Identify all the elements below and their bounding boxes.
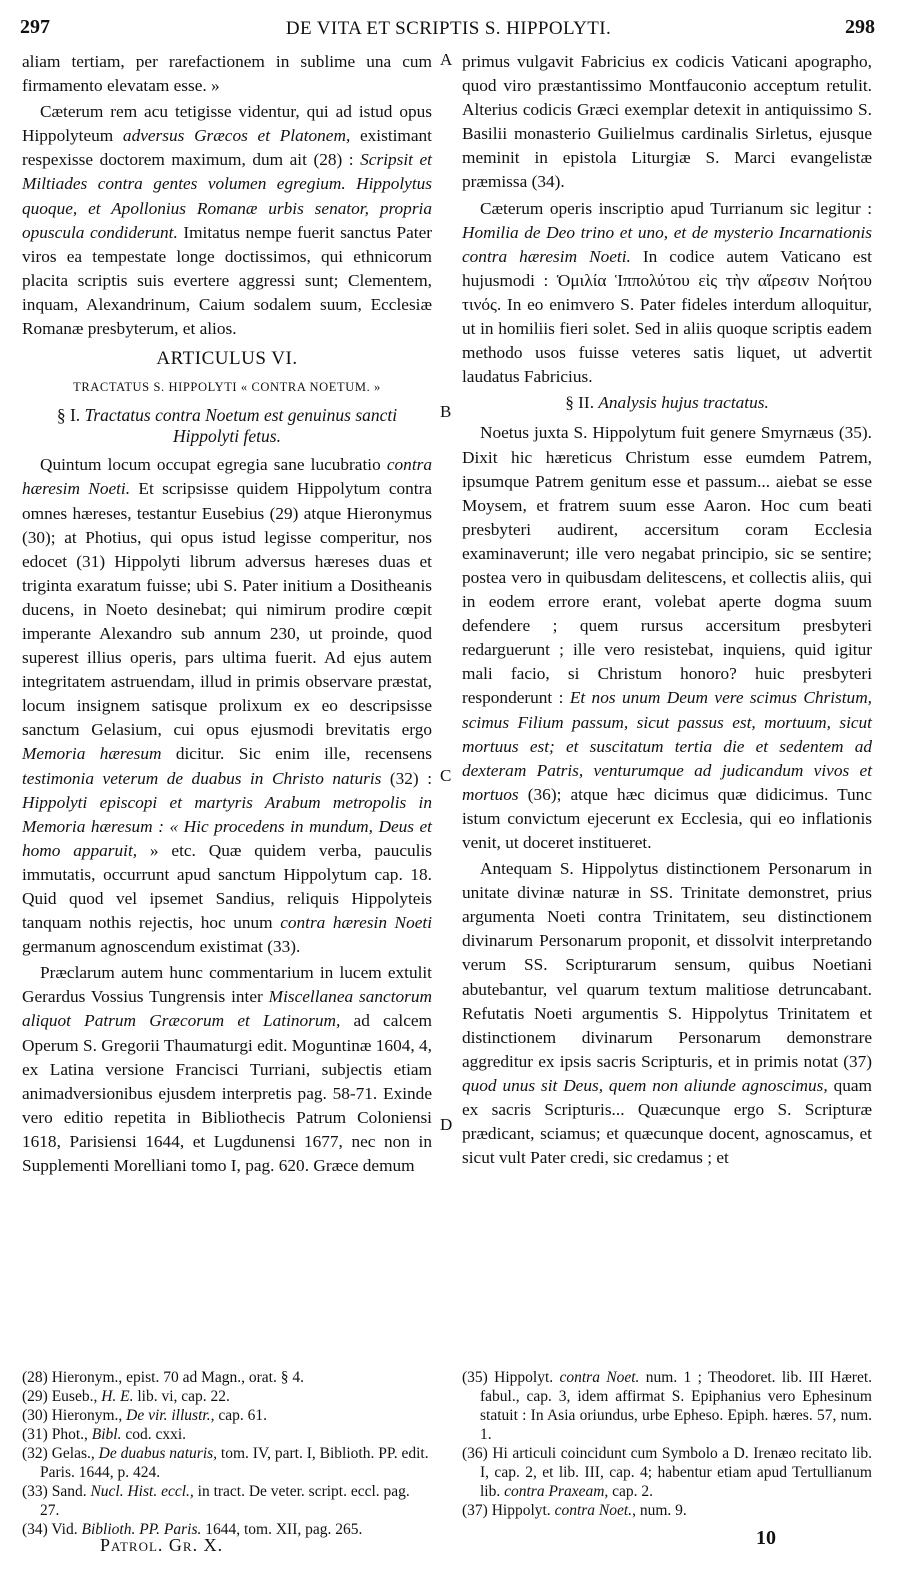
section-2-heading — [462, 391, 872, 415]
footnote-31 — [22, 1425, 432, 1444]
right-paragraph-4 — [462, 857, 872, 1170]
footnote-35 — [462, 1368, 872, 1444]
footnote-32 — [22, 1444, 432, 1482]
left-paragraph-3 — [22, 453, 432, 959]
text-run: (29) Euseb., — [22, 1388, 102, 1405]
tract-heading: TRACTATUS S. HIPPOLYTI « CONTRA NOETUM. » — [73, 380, 381, 395]
text-run: (32) : — [381, 768, 432, 788]
page-number-left: 297 — [20, 16, 50, 38]
text-run: In codice autem Vaticano est hujusmodi : — [462, 246, 872, 290]
italic-run: contra Praxeam, — [504, 1483, 609, 1500]
text-run: Et scripsisse quidem Hippolytum contra omnes hæreses, testantur Eusebius (29) atque Hieronymus (30); at Photius, qui opus istud legisse comperitur, nos edocet (31) Hippolyti librum adversus hæreses duas et triginta exaratum fuisse; ubi S. Pater initium a Dositheanis ducens, in Noeto desinebat; qui nimirum prodire cœpit imperante Alexandro sub annum 230, ut proinde, quod superest illius operis, pars ultima fuerit. Ad ejus autem integritatem astruendam, illud in primis observare præstat, locum insignem satisque prolixum ex eo descripsisse sanctum Gelasium, cui opus ejusmodi brevitatis ergo — [22, 479, 432, 740]
article-heading: ARTICULUS VI. — [156, 348, 298, 370]
text-run: (37) Hippolyt. — [462, 1502, 555, 1519]
running-head: DE VITA ET SCRIPTIS S. HIPPOLYTI. — [285, 18, 612, 39]
italic-run: Nucl. Hist. eccl., — [90, 1483, 194, 1500]
text-run: » etc. Quæ quidem verba, pauculis immutatis, occurrunt apud sanctum Hippolytum cap. 18. Quid quod vel ipsemet Sandius, reliquis Hippolyteis tanquam nothis rejectis, hoc unum — [22, 840, 432, 933]
footnotes-right — [462, 1368, 872, 1520]
left-paragraph-1: aliam tertiam, per rarefactionem in sublime una cum firmamento elevatam esse. » — [22, 52, 432, 96]
text-run: Imitatus nempe fuerit sanctus Pater viros ea tempestate longe doctissimos, qui ethnicorum placita scriptis suis evertere aggressi sunt; Clementem, inquam, Alexandrinum, Caium sodalem suum, Ecclesiæ Romanæ presbyterum, et alios. — [22, 222, 432, 339]
right-column — [462, 50, 872, 1170]
footnote-28 — [22, 1368, 432, 1387]
italic-run: Miscellanea sanctorum aliquot Patrum Græcorum et Latinorum, — [22, 987, 432, 1031]
text-run: germanum agnoscendum existimat (33). — [22, 937, 301, 957]
text-run: quam ex sacris Scripturis... Quæcunque ergo S. Scripturæ prædicant, sciamus; et quæcunque docent, agnoscamus, et sicut vult Pater credi, sic credamus ; et — [462, 1075, 873, 1168]
italic-run: contra Noet. — [559, 1369, 640, 1386]
text-run: tom. IV, part. I, Biblioth. PP. edit. Paris. 1644, p. 424. — [40, 1445, 429, 1481]
italic-run: Homilia de Deo trino et uno, et de mysterio Incarnationis contra hæresim Noeti. — [462, 222, 872, 266]
text-run: (34) Vid. — [22, 1521, 82, 1538]
margin-marker-a: A — [440, 50, 453, 69]
text-run: (33) Sand. — [22, 1483, 91, 1500]
footnote-34 — [22, 1520, 432, 1539]
right-paragraph-1: primus vulgavit Fabricius ex codicis Vaticani apographo, quod viro præstantissimo Montfauconio acceptum retulit. Alterius codicis Græci exemplar detexit in antiquissimo S. Basilii monasterio Guilielmus cardinalis Sirletus, ejusque meminit in epistola Liturgiæ S. Marci evangelistæ præmissa (34). — [462, 52, 872, 192]
section-title: Tractatus contra Noetum est genuinus sancti Hippolyti fetus. — [84, 405, 398, 447]
text-run: ad calcem Operum S. Gregorii Thaumaturgi edit. Moguntinæ 1604, 4, ex Latina versione Francisci Turriani, subjectis etiam animadversionibus ejusdem interpretis pag. 58-71. Exinde vero editio repetita in Bibliothecis Patrum Coloniensi 1618, Parisiensi 1644, et Lugdunensi 1677, nec non in Supplementi Morelliani tomo I, pag. 620. Græce demum — [22, 1011, 432, 1176]
right-paragraph-2 — [462, 197, 872, 390]
italic-run: Biblioth. PP. Paris. — [81, 1521, 202, 1538]
text-run: 1644, tom. XII, pag. 265. — [201, 1521, 363, 1538]
margin-marker-c: C — [440, 766, 452, 785]
footnotes-left — [22, 1368, 432, 1539]
italic-run: contra hæresin Noeti — [280, 913, 432, 933]
footnote-29 — [22, 1387, 432, 1406]
section-number: § I. — [56, 405, 85, 426]
italic-run: Et nos unum Deum vere scimus Christum, scimus Filium passum, sicut passus est, mortuum, sicut mortuus est; et suscitatum tertia die et sedentem ad dexteram Patris, venturumque ad judicandum vivos et mortuos — [462, 688, 872, 804]
page-number-right: 298 — [845, 16, 875, 38]
text-run: (31) Phot., — [22, 1426, 92, 1443]
text-run: (36); atque hæc dicimus quæ didicimus. Tunc istum convictum ejecerunt ex Ecclesia, qui eo inflationis venit, ut doceret institueret. — [462, 784, 872, 852]
italic-run: testimonia veterum de duabus in Christo naturis — [22, 768, 382, 788]
text-run: Quintum locum occupat egregia sane lucubratio — [40, 455, 387, 475]
text-run: lib. vi, cap. 22. — [133, 1388, 230, 1405]
text-run: cod. cxxi. — [121, 1426, 187, 1443]
italic-run: quod unus sit Deus, quem non aliunde agnoscimus, — [462, 1075, 828, 1095]
left-column — [22, 50, 432, 1178]
italic-run: Memoria hæresum — [22, 744, 162, 764]
text-run: , num. 9. — [632, 1502, 687, 1519]
italic-run: H. E. — [101, 1388, 134, 1405]
text-run: (28) Hieronym., epist. 70 ad Magn., orat. § 4. — [22, 1369, 304, 1386]
text-run: (32) Gelas., — [22, 1445, 99, 1462]
footnote-36 — [462, 1444, 872, 1501]
text-run: (35) Hippolyt. — [462, 1369, 560, 1386]
text-run: Cæterum rem acu tetigisse videntur, qui ad istud opus Hippolyteum — [22, 102, 432, 146]
text-run: Præclarum autem hunc commentarium in lucem extulit Gerardus Vossius Tungrensis inter — [22, 963, 432, 1007]
text-run: cap. 2. — [608, 1483, 654, 1500]
italic-run: adversus Græcos et Platonem, — [122, 126, 351, 146]
text-run: in tract. De veter. script. eccl. pag. 27. — [40, 1483, 410, 1519]
text-run: In eo enimvero S. Pater fideles interdum alloquitur, ut in homiliis fieri solet. Sed in aliis quoque scriptis eadem methodo usos fuisse veteres satis liquet, ut advertit laudatus Fabricius. — [462, 294, 872, 387]
italic-run: Scripsit et Miltiades contra gentes volumen egregium. Hippolytus quoque, et Apollonius Romanæ urbis senator, propria opuscula condiderunt. — [22, 150, 432, 242]
left-paragraph-4 — [22, 961, 432, 1178]
italic-run: contra Noet. — [554, 1502, 633, 1519]
sheet-number: 10 — [756, 1527, 776, 1549]
text-run: Cæterum operis inscriptio apud Turrianum sic legitur : — [480, 198, 872, 218]
italic-run: De vir. illustr., — [126, 1407, 215, 1424]
section-number: § II. — [565, 393, 599, 413]
printer-signature: Patrol. Gr. X. — [100, 1535, 224, 1555]
margin-marker-d: D — [440, 1115, 453, 1134]
text-run: existimant respexisse doctorem maximum, dum ait (28) : — [22, 126, 432, 170]
text-run: dicitur. Sic enim ille, recensens — [161, 744, 432, 764]
footnote-30 — [22, 1406, 432, 1425]
text-run: (30) Hieronym., — [22, 1407, 127, 1424]
italic-run: Bibl. — [91, 1426, 122, 1443]
section-1-heading — [22, 405, 432, 447]
text-run: (36) Hi articuli coincidunt cum Symbolo a D. Irenæo recitato lib. I, cap. 2, et lib. III, cap. 4; habentur etiam apud Tertullianum lib. — [462, 1445, 872, 1500]
text-run: Noetus juxta S. Hippolytum fuit genere Smyrnæus (35). Dixit hic hæreticus Christum esse eumdem Patrem, ipsumque Patrem genitum esse et passum... aiebat se esse Moysem, et fratrem suum esse Aaron. Hoc cum beati presbyteri audirent, accersitum coram Ecclesia examinaverunt; ille vero negabat principio, sic se sentire; postea vero in quibusdam delitescens, et collectis aliis, qui in eodem errore erant, volebat aperte dogma suum defendere ; quem rursus accersitum presbyteri redarguerunt ; ille vero resistebat, inquiens, quid igitur mali facio, si Christum honoro? huic presbyteri responderunt : — [462, 423, 872, 708]
margin-marker-b: B — [440, 402, 452, 421]
italic-run: contra hæresim Noeti. — [22, 455, 432, 499]
text-run: Antequam S. Hippolytus distinctionem Personarum in unitate divinæ naturæ in SS. Trinitate demonstret, prius argumenta Noeti contra Trinitatem, seu distinctionem divinarum Personarum proponit, et dissolvit interpretando verum SS. Scripturarum sensum, quibus Noetiani abutebantur, vel quarum textum malitiose detruncabant. Refutatis Noeti argumentis S. Hippolytus Trinitatem et distinctionem divinarum Personarum demonstrare aggreditur ex ipsis sacris Scripturis, et in primis notat (37) — [462, 859, 872, 1071]
left-paragraph-2 — [22, 100, 432, 341]
right-paragraph-3 — [462, 421, 872, 855]
italic-run: De duabus naturis, — [98, 1445, 218, 1462]
greek-title: Ὁμιλία Ἱππολύτου εἰς τὴν αἵρεσιν Νοήτου τινός. — [462, 270, 872, 314]
footnote-37 — [462, 1501, 872, 1520]
text-run: num. 1 ; Theodoret. lib. III Hæret. fabul., cap. 3, idem affirmat S. Epiphanius vero Ephesinum statuit : In Asia oriundus, urbe Epheso. Epiph. hæres. 57, num. 1. — [480, 1369, 873, 1443]
footnote-33 — [22, 1482, 432, 1520]
text-run: cap. 61. — [214, 1407, 267, 1424]
italic-run: Hippolyti episcopi et martyris Arabum metropolis in Memoria hæresum : « Hic procedens in mundum, Deus et homo apparuit, — [22, 792, 432, 860]
section-title: Analysis hujus tractatus. — [598, 393, 769, 413]
